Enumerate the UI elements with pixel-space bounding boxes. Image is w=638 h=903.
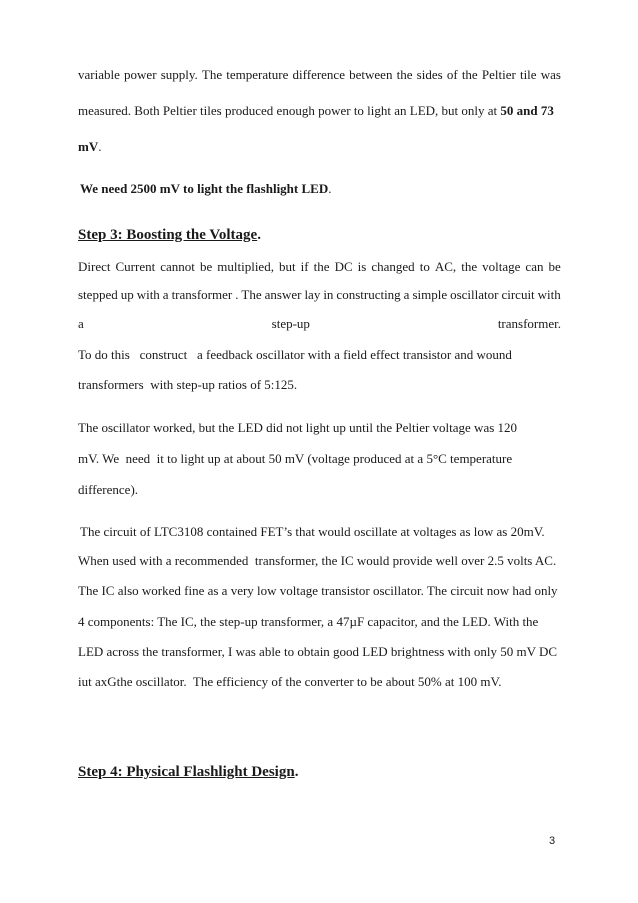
para5-line6: iut axGthe oscillator. The efficiency of the converter to be about 50% at 100 mV. xyxy=(78,674,502,689)
para1-line2-text: measured. Both Peltier tiles produced enough power to light an LED, but only at xyxy=(78,103,501,118)
para1-bold-unit: mV xyxy=(78,139,99,154)
para1-line3 xyxy=(78,139,561,155)
para5-line4: 4 components: The IC, the step-up transformer, a 47µF capacitor, and the LED. With the xyxy=(78,614,539,629)
para3-line5: transformers with step-up ratios of 5:125. xyxy=(78,377,298,392)
para2-line xyxy=(80,181,563,197)
para3-line3-word3: transformer. xyxy=(497,316,561,331)
para2-bold-text: We need 2500 mV to light the flashlight LED xyxy=(80,181,329,196)
para4-line2: mV. We need it to light up at about 50 mV (voltage produced at a 5°C temperature xyxy=(78,451,513,466)
para5-line3: The IC also worked fine as a very low voltage transistor oscillator. The circuit now had only xyxy=(78,583,558,598)
para3-line4: To do this construct a feedback oscillator with a field effect transistor and wound xyxy=(78,347,512,362)
para1-bold-values: 50 and 73 xyxy=(500,103,554,118)
para3-line3 xyxy=(78,316,561,332)
para5-line2: When used with a recommended transformer, the IC would provide well over 2.5 volts AC. xyxy=(78,553,557,568)
para3-line2: stepped up with a transformer . The answer lay in constructing a simple oscillator circuit with xyxy=(78,287,561,302)
para1-line3-suffix: . xyxy=(98,139,102,154)
page-number: 3 xyxy=(549,835,556,847)
step4-heading-suffix: . xyxy=(294,764,299,780)
step4-heading-text: Step 4: Physical Flashlight Design xyxy=(78,764,295,780)
para4-line1: The oscillator worked, but the LED did not light up until the Peltier voltage was 120 xyxy=(78,420,518,435)
step4-heading xyxy=(78,763,298,781)
para4-line3: difference). xyxy=(78,482,139,497)
step3-heading-text: Step 3: Boosting the Voltage xyxy=(78,227,258,243)
step3-heading-suffix: . xyxy=(257,227,261,243)
para3-line3-word2: step-up xyxy=(271,316,310,331)
step3-heading xyxy=(78,226,261,244)
para5-line1: The circuit of LTC3108 contained FET’s that would oscillate at voltages as low as 20mV. xyxy=(80,524,545,539)
para2-suffix: . xyxy=(328,181,332,196)
para5-line5: LED across the transformer, I was able to obtain good LED brightness with only 50 mV DC xyxy=(78,644,558,659)
para3-line3-word1: a xyxy=(78,316,84,331)
para3-line1: Direct Current cannot be multiplied, but if the DC is changed to AC, the voltage can be xyxy=(78,259,561,274)
para1-line1: variable power supply. The temperature difference between the sides of the Peltier tile was xyxy=(78,67,561,82)
para1-line2 xyxy=(78,103,561,119)
